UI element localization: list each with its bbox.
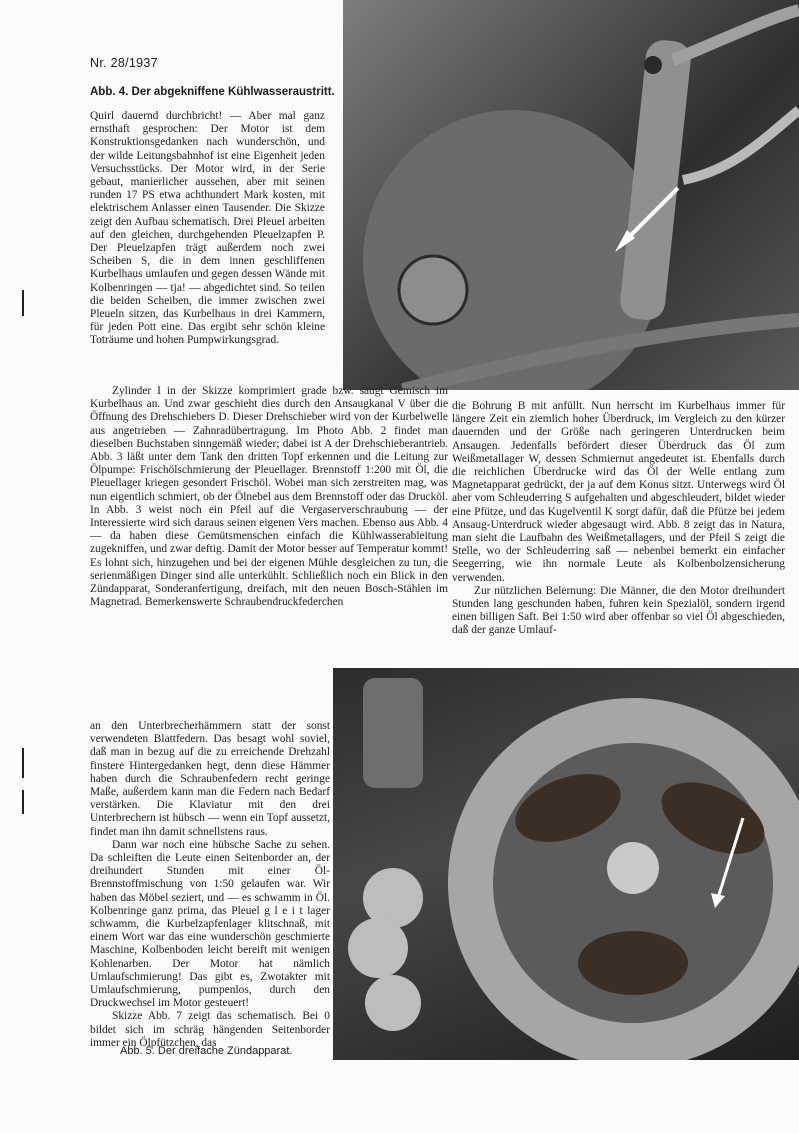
margin-mark — [22, 290, 24, 316]
spark-connector-2 — [348, 918, 408, 978]
paragraph: Skizze Abb. 7 zeigt das schematisch. Bei 0 bildet sich im schräg hängenden Seitenborder immer ein Ölpfützchen, das — [90, 1010, 330, 1049]
caption-figure-4: Abb. 4. Der abgekniffene Kühlwasseraustritt. — [90, 86, 335, 98]
coil-housing — [363, 678, 423, 788]
paragraph: die Bohrung B mit anfüllt. Nun herrscht im Kurbelhaus immer für längere Zeit ein ziemlich hoher Überdruck, im Vergleich zu den kürzer dauernden und der Größe nach geringeren Unterdrucken beim Ansaugen. Jedenfalls befördert dieser Überdruck das Öl zum Weißmetallager W, dessen Schmiernut angedeutet ist. Ebenfalls durch die reichlichen Überdrucke wird das Öl der Welle entlang zum Magnetapparat gedrückt, der ja auf dem Konus sitzt. Unterwegs wird Öl aber vom Schleuderring S aufgehalten und abgeschleudert, bildet wieder eine Pfütze, und das Kugelventil K sorgt dafür, daß die Pfütze bei jedem Ansaug-Unterdruck wieder abgesaugt wird. Abb. 8 zeigt das in Natura, man sieht die Laufbahn des Weißmetallagers, und der Pfeil S zeigt die Stelle, wo der Schleuderring saß — nebenbei bemerkt ein einfacher Seegerring, wie ihn normale Leute als Kolbenbolzensicherung verwenden. — [452, 400, 785, 584]
photo-figure-5-drawing — [333, 668, 799, 1060]
paragraph: Zur nützlichen Belernung: Die Männer, die den Motor dreihundert Stunden lang geschunden haben, fuhren kein Spezialöl, sondern irgend einen billigen Saft. Bei 1:50 wird aber offenbar so viel Öl abgeschieden, daß der ganze Umlauf- — [452, 584, 785, 637]
caption-figure-5: Abb. 5. Der dreifache Zündapparat. — [120, 1045, 293, 1057]
photo-figure-4 — [343, 0, 799, 390]
pipe-upper — [673, 10, 799, 60]
photo-figure-4-drawing — [343, 0, 799, 390]
text-column-right — [452, 400, 785, 638]
coil-3 — [578, 931, 688, 995]
paragraph: Quirl dauernd durchbricht! — Aber mal ganz ernsthaft gesprochen: Der Motor ist dem Konstruktionsgedanken nach wunderschön, und der wilde Leitungsbahnhof ist eine Eigenheit jeden Versuchsstücks. Der Motor wird, in der Serie gebaut, manierlicher aussehen, aber mit seinen runden 17 PS etwa achthundert Mark kosten, mit elektrischem Anlasser einen Tausender. Die Skizze zeigt den Aufbau schematisch. Drei Pleuel arbeiten auf den gleichen, durchgehenden Pleuelzapfen P. Der Pleuelzapfen trägt außerdem noch zwei Scheiben S, die in dem innen geschliffenen Kurbelhaus umlaufen und gegen dessen Wände mit Kolbenringen — tja! — abgedichtet sind. So teilen die beiden Scheiben, die immer zwischen zwei Pleueln sitzen, das Kurbelhaus in drei Kammern, für jeden Pott eine. Das ergibt sehr schön kleine Toträume und hohen Pumpwirkungsgrad. — [90, 110, 325, 347]
pipe — [683, 110, 799, 180]
paragraph: Zylinder I in der Skizze komprimiert grade bzw. saugt Gemisch im Kurbelhaus an. Und zwar geschieht dies durch den Ansaugkanal V über die Öffnung des Drehschiebers D. Dieser Drehschieber wird von der Kurbelwelle aus angetrieben — Zahnradübertragung. Im Photo Abb. 2 findet man dieselben Buchstaben sinngemäß wieder; dabei ist A der Drehschieberantrieb. Abb. 3 läßt unter dem Tank den dritten Topf erkennen und die Leitung zur Ölpumpe: Frischölschmierung der Pleuellager. Brennstoff 1:200 mit Öl, die Pleuellager kriegen gesondert Frischöl. Wobei man sich zerstreiten mag, was nun eigentlich schmiert, ob der Ölnebel aus dem Brennstoff oder das Drucköl. In Abb. 3 weist noch ein Pfeil auf die Vergaserverschraubung — der Interessierte wird sich daraus seinen eigenen Vers machen. Ebenso aus Abb. 4 — da haben diese Gemütsmenschen einfach die Kühlwasserableitung zugekniffen, und zwar deftig. Damit der Motor besser auf Temperatur kommt! Es lohnt sich, hinzugehen und bei der eigenen Mühle desgleichen zu tun, die serienmäßigen Dinger sind alle unterkühlt. Schließlich noch ein Blick in den Zündapparat, Sonderanfertigung, dreifach, mit den neuen Bosch-Stählen im Magnetrad. Bemerkenswerte Schraubendruckfederchen — [90, 385, 448, 609]
margin-mark — [22, 790, 24, 814]
spark-connector-3 — [365, 975, 421, 1031]
bolt-head — [399, 256, 467, 324]
text-column-middle — [90, 720, 330, 1050]
margin-mark — [22, 748, 24, 778]
bracket-hole — [644, 56, 662, 74]
issue-number: Nr. 28/1937 — [90, 56, 158, 70]
hub — [607, 842, 659, 894]
text-column-left — [90, 385, 448, 609]
paragraph: Dann war noch eine hübsche Sache zu sehen. Da schleiften die Leute einen Seitenborder an, der dreihundert Stunden mit einer Öl-Brennstoffmischung von 1:50 gelaufen war. Wir haben das Möbel seziert, und — es schwamm in Öl. Kolbenringe ganz prima, das Pleuel g l e i t lager schwamm, die Kurbelzapfenlager klitschnaß, mit einem Wort war das eine wunderschön geschmierte Maschine, Kolbenboden leicht bereift mit wenigen Kohlenarben. Der Motor hat nämlich Umlaufschmierung! Das gibt es, Zwotakter mit Umlaufschmierung, pumpenlos, durch den Druckwechsel im Motor gesteuert! — [90, 838, 330, 1010]
photo-figure-5 — [333, 668, 799, 1060]
paragraph: an den Unterbrecherhämmern statt der sonst verwendeten Blattfedern. Das besagt wohl soviel, daß man in bezug auf die zu erreichende Drehzahl finstere Hintergedanken hegt, denn diese Hämmer haben durch die Schraubenfedern recht geringe Maße, außerdem kann man die Federn nach Bedarf verstärken. Die Klaviatur mit den drei Unterbrechern ist hübsch — wenn ein Topf aussetzt, findet man ihn damit schnellstens raus. — [90, 720, 330, 838]
text-column-top — [90, 110, 325, 348]
